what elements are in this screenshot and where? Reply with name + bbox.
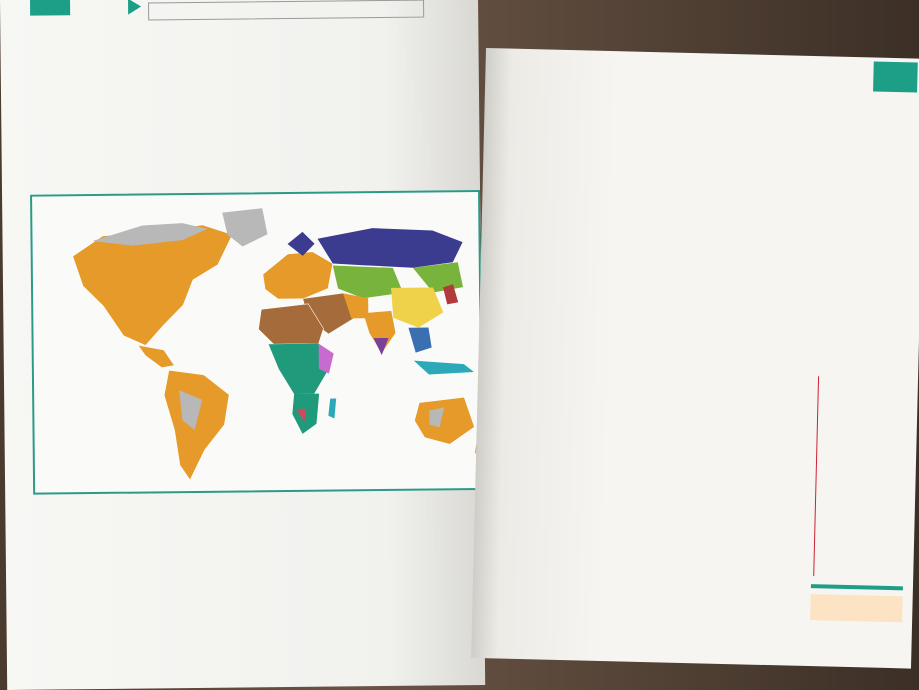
right-page — [471, 48, 919, 669]
map-se-asia — [408, 327, 431, 352]
page-number-tab — [30, 0, 70, 16]
map-russia — [317, 227, 462, 269]
glossary-title — [823, 376, 911, 378]
speakers-bar-chart — [489, 468, 754, 664]
glossary-items — [819, 376, 911, 378]
map-china — [391, 287, 443, 328]
map-central-america — [139, 345, 174, 367]
see-also-box — [810, 594, 903, 622]
world-map-panel — [30, 190, 483, 495]
ie-column-2 — [611, 109, 721, 112]
language-family-descriptions — [35, 490, 485, 685]
map-australia — [414, 397, 474, 445]
language-tree — [497, 160, 912, 360]
breadcrumb — [148, 0, 424, 20]
map-madagascar — [328, 399, 336, 419]
page-number-tab — [873, 61, 918, 92]
map-europe — [263, 252, 333, 300]
map-south-india — [374, 338, 389, 355]
ie-column-3 — [731, 110, 841, 113]
column-items — [368, 490, 485, 491]
world-map — [32, 192, 481, 493]
text-column-3 — [368, 490, 485, 491]
map-south-america — [164, 370, 230, 481]
column-items — [35, 497, 203, 499]
map-indonesia — [414, 360, 474, 375]
glossary — [813, 376, 911, 578]
see-also-title — [811, 584, 903, 590]
speakers-body — [492, 380, 612, 383]
subsection-body — [305, 79, 467, 81]
map-east-africa — [319, 344, 334, 374]
ie-column-1 — [501, 108, 601, 110]
map-southern-africa — [292, 394, 319, 434]
section-arrow-icon — [128, 0, 141, 15]
intro-paragraph — [40, 27, 265, 29]
text-column-1 — [35, 493, 203, 499]
language-list — [618, 376, 804, 381]
